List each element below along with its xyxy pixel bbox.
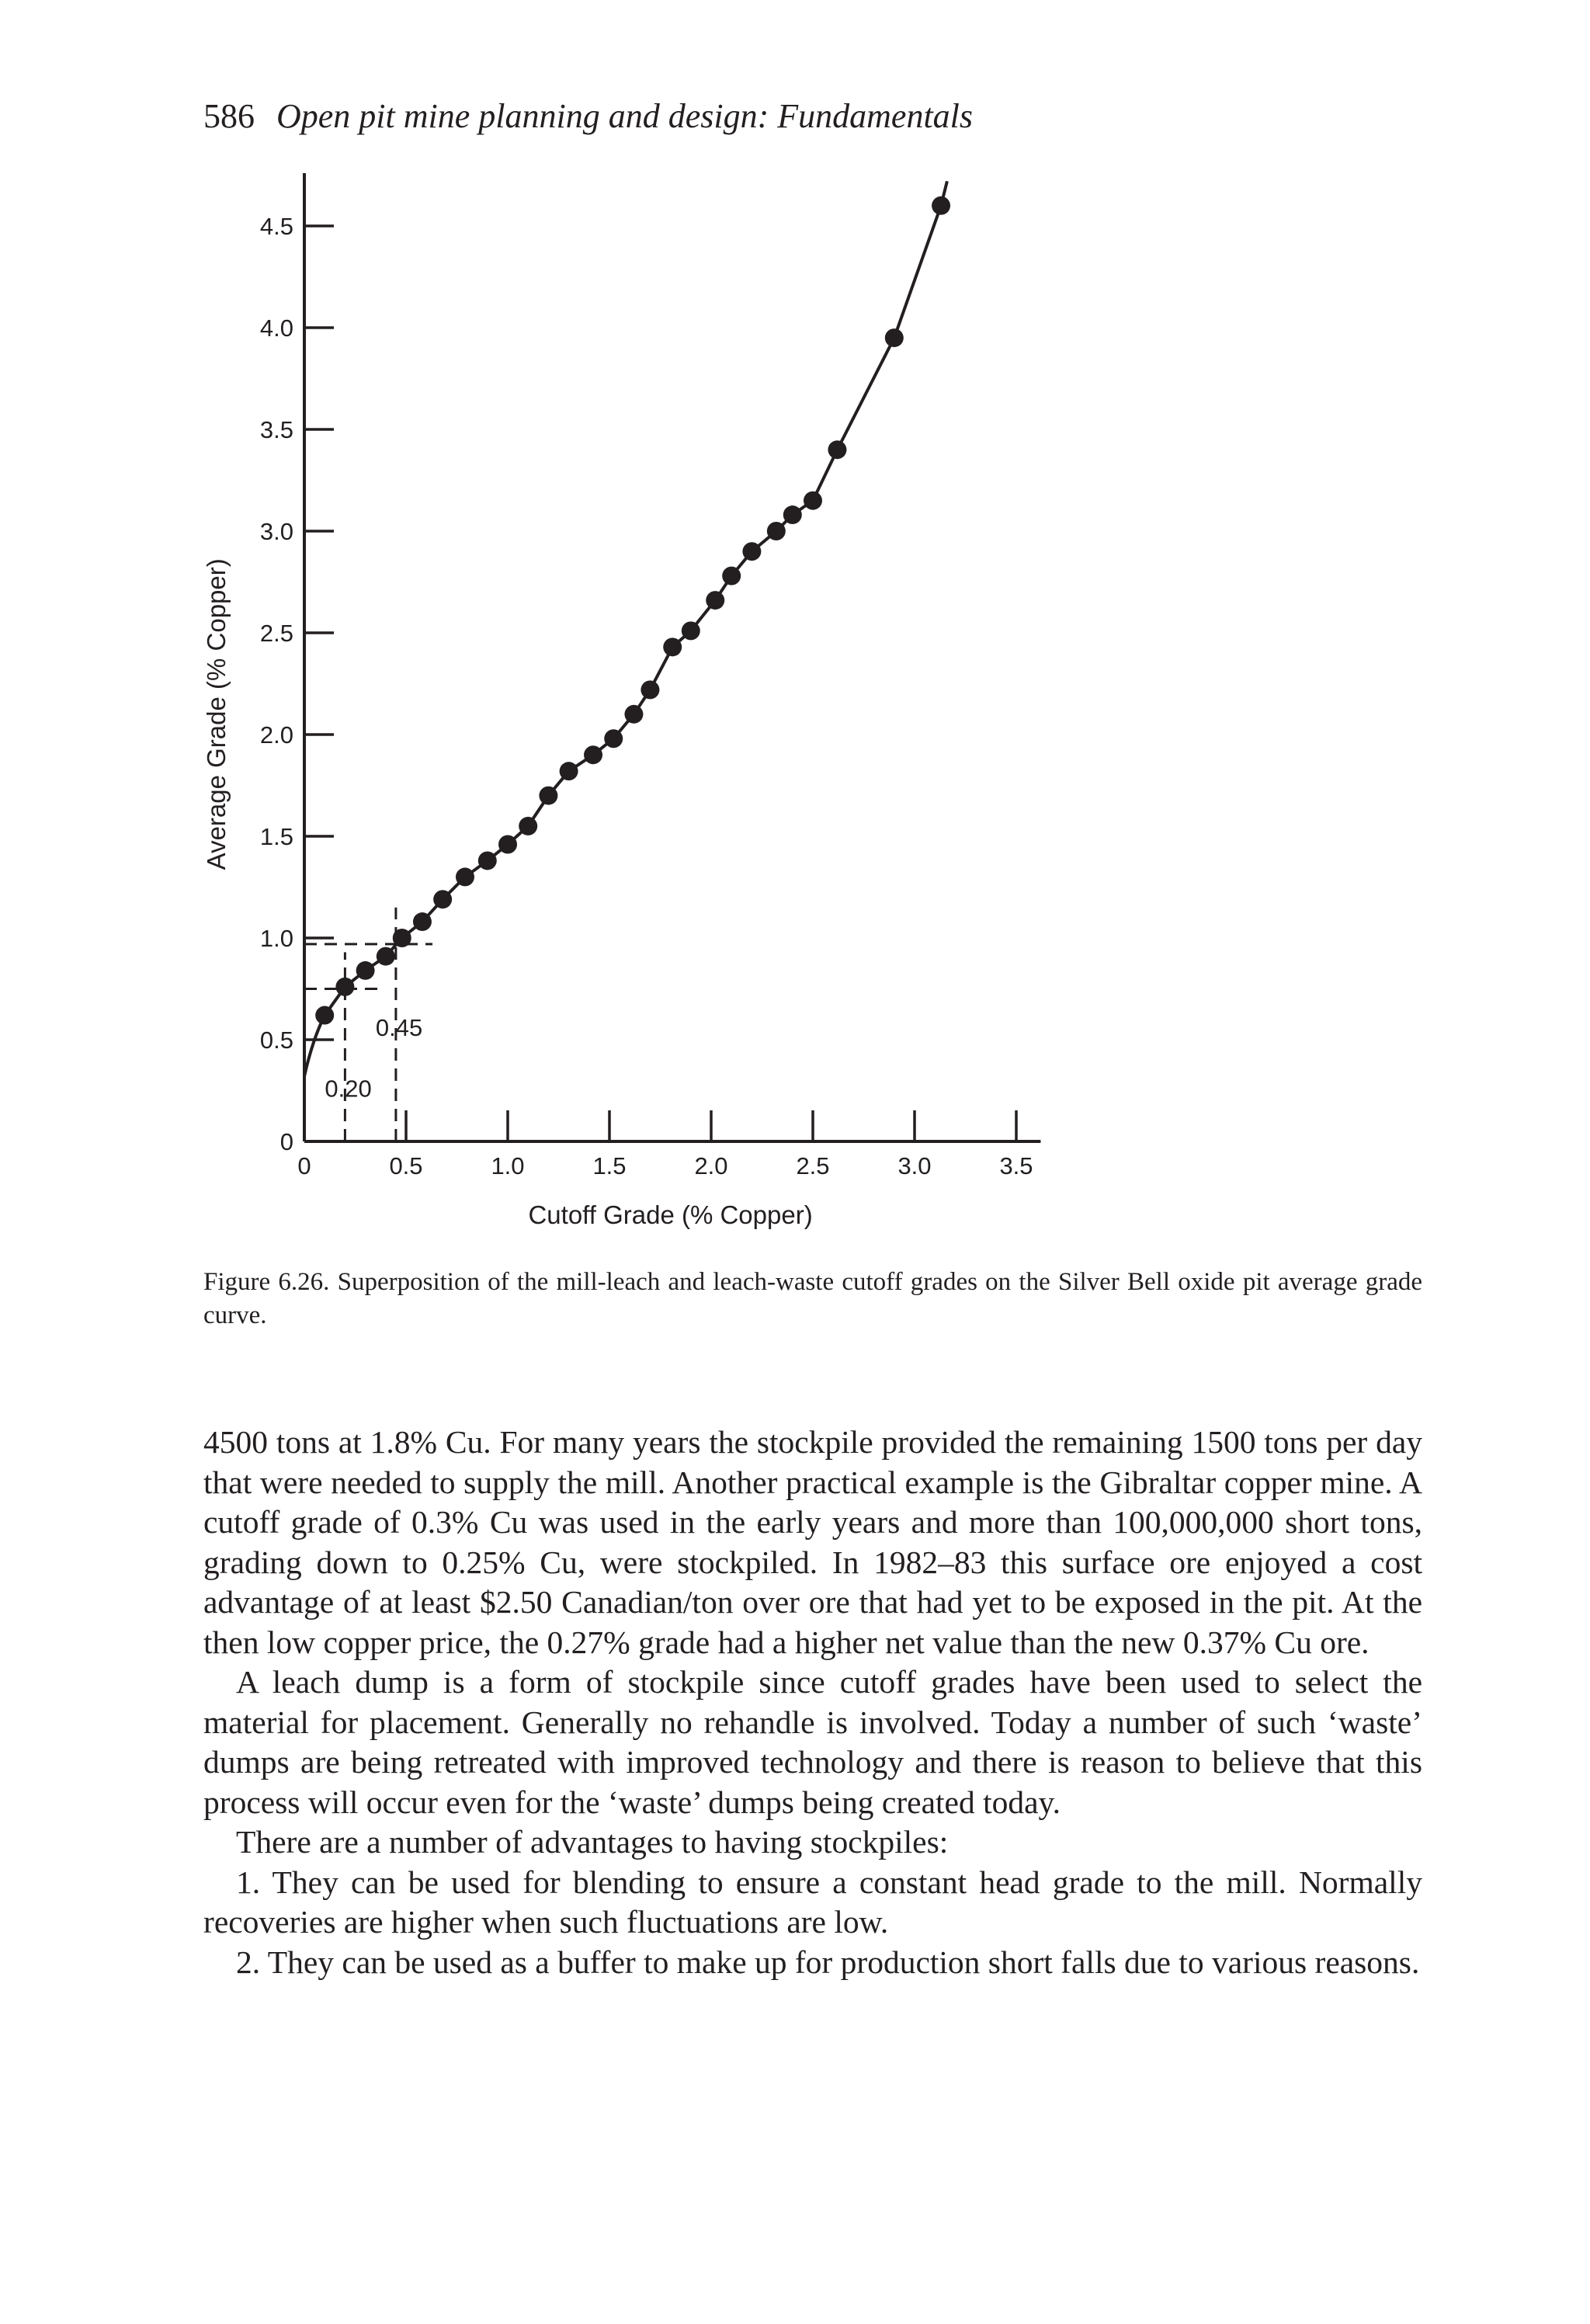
data-point bbox=[828, 440, 846, 459]
cutoff-annotation-label: 0.45 bbox=[375, 1013, 423, 1041]
data-point bbox=[742, 542, 761, 561]
y-tick-label: 2.5 bbox=[259, 620, 293, 647]
body-paragraph: There are a number of advantages to having stockpiles: bbox=[236, 1824, 949, 1860]
cutoff-annotation-label: 0.20 bbox=[325, 1075, 372, 1103]
y-tick-label: 4.0 bbox=[259, 314, 293, 342]
data-point bbox=[604, 729, 623, 748]
data-point bbox=[377, 947, 395, 966]
x-tick-label: 1.0 bbox=[491, 1152, 525, 1179]
data-point bbox=[393, 929, 411, 947]
x-tick-label: 3.0 bbox=[897, 1152, 932, 1179]
data-point bbox=[433, 890, 452, 908]
chart-axes bbox=[304, 173, 1040, 1141]
x-axis-label: Cutoff Grade (% Copper) bbox=[528, 1200, 813, 1229]
data-point bbox=[560, 762, 578, 780]
x-tick-label: 2.0 bbox=[694, 1152, 728, 1179]
data-point bbox=[315, 1006, 334, 1025]
book-title: Open pit mine planning and design bbox=[276, 97, 758, 135]
x-tick-label: 0 bbox=[297, 1152, 311, 1179]
x-tick-label: 3.5 bbox=[999, 1152, 1033, 1179]
y-tick-label: 3.0 bbox=[259, 518, 293, 545]
data-point bbox=[682, 621, 700, 640]
data-point bbox=[706, 591, 724, 610]
data-point bbox=[478, 851, 497, 870]
chart-labels bbox=[202, 213, 1033, 1229]
data-point bbox=[767, 522, 786, 540]
data-point bbox=[641, 680, 659, 699]
data-point bbox=[413, 912, 432, 931]
book-subtitle: : Fundamentals bbox=[757, 97, 974, 135]
average-grade-chart bbox=[194, 167, 1079, 1246]
data-point bbox=[356, 961, 375, 980]
data-point bbox=[722, 567, 741, 585]
y-tick-label: 3.5 bbox=[259, 416, 293, 443]
data-points bbox=[315, 196, 950, 1025]
x-tick-label: 2.5 bbox=[796, 1152, 830, 1179]
y-tick-label: 1.0 bbox=[259, 925, 293, 952]
data-point bbox=[335, 978, 354, 996]
y-tick-label: 4.5 bbox=[259, 213, 293, 240]
page-number: 586 bbox=[203, 97, 255, 135]
y-tick-label: 0 bbox=[279, 1128, 293, 1155]
x-tick-label: 0.5 bbox=[389, 1152, 423, 1179]
data-point bbox=[519, 817, 537, 835]
y-tick-label: 0.5 bbox=[259, 1027, 293, 1054]
data-point bbox=[932, 196, 950, 215]
data-point bbox=[456, 867, 474, 886]
y-tick-label: 2.0 bbox=[259, 721, 293, 749]
figure-average-grade-curve bbox=[194, 167, 1079, 1246]
body-paragraph: 1. They can be used for blending to ensure a constant head grade to the mill. Normally recoveries are higher when such fluctuations are low. bbox=[203, 1864, 1422, 1940]
y-axis-label: Average Grade (% Copper) bbox=[202, 558, 231, 870]
y-tick-label: 1.5 bbox=[259, 823, 293, 850]
body-paragraph: A leach dump is a form of stockpile since cutoff grades have been used to select the material for placement. Generally no rehandle is involved. Today a number of such ‘waste’ dumps are being retreated with improved technology and there is reason to believe that this process will occur even for the ‘waste’ dumps being created today. bbox=[203, 1664, 1422, 1820]
data-point bbox=[539, 787, 557, 805]
body-paragraph: 2. They can be used as a buffer to make up for production short falls due to various reasons. bbox=[236, 1944, 1420, 1980]
body-text bbox=[203, 1423, 1422, 1982]
data-point bbox=[885, 328, 904, 347]
data-point bbox=[663, 637, 682, 656]
figure-caption: Figure 6.26. Superposition of the mill-leach and leach-waste cutoff grades on the Silver Bell oxide pit average grade curve. bbox=[203, 1268, 1422, 1329]
data-point bbox=[624, 705, 643, 724]
running-head bbox=[203, 95, 973, 138]
data-point bbox=[584, 745, 602, 764]
x-tick-label: 1.5 bbox=[592, 1152, 627, 1179]
data-point bbox=[804, 492, 822, 510]
data-point bbox=[783, 505, 802, 524]
body-paragraph: 4500 tons at 1.8% Cu. For many years the stockpile provided the remaining 1500 tons per day that were needed to supply the mill. Another practical example is the Gibraltar copper mine. A cutoff grade of 0.3% Cu was used in the early years and more than 100,000,000 short tons, grading down to 0.25% Cu, were stockpiled. In 1982–83 this surface ore enjoyed a cost advantage of at least $2.50 Canadian/ton over ore that had yet to be exposed in the pit. At the then low copper price, the 0.27% grade had a higher net value than the new 0.37% Cu ore. bbox=[203, 1424, 1422, 1660]
data-point bbox=[498, 835, 517, 853]
